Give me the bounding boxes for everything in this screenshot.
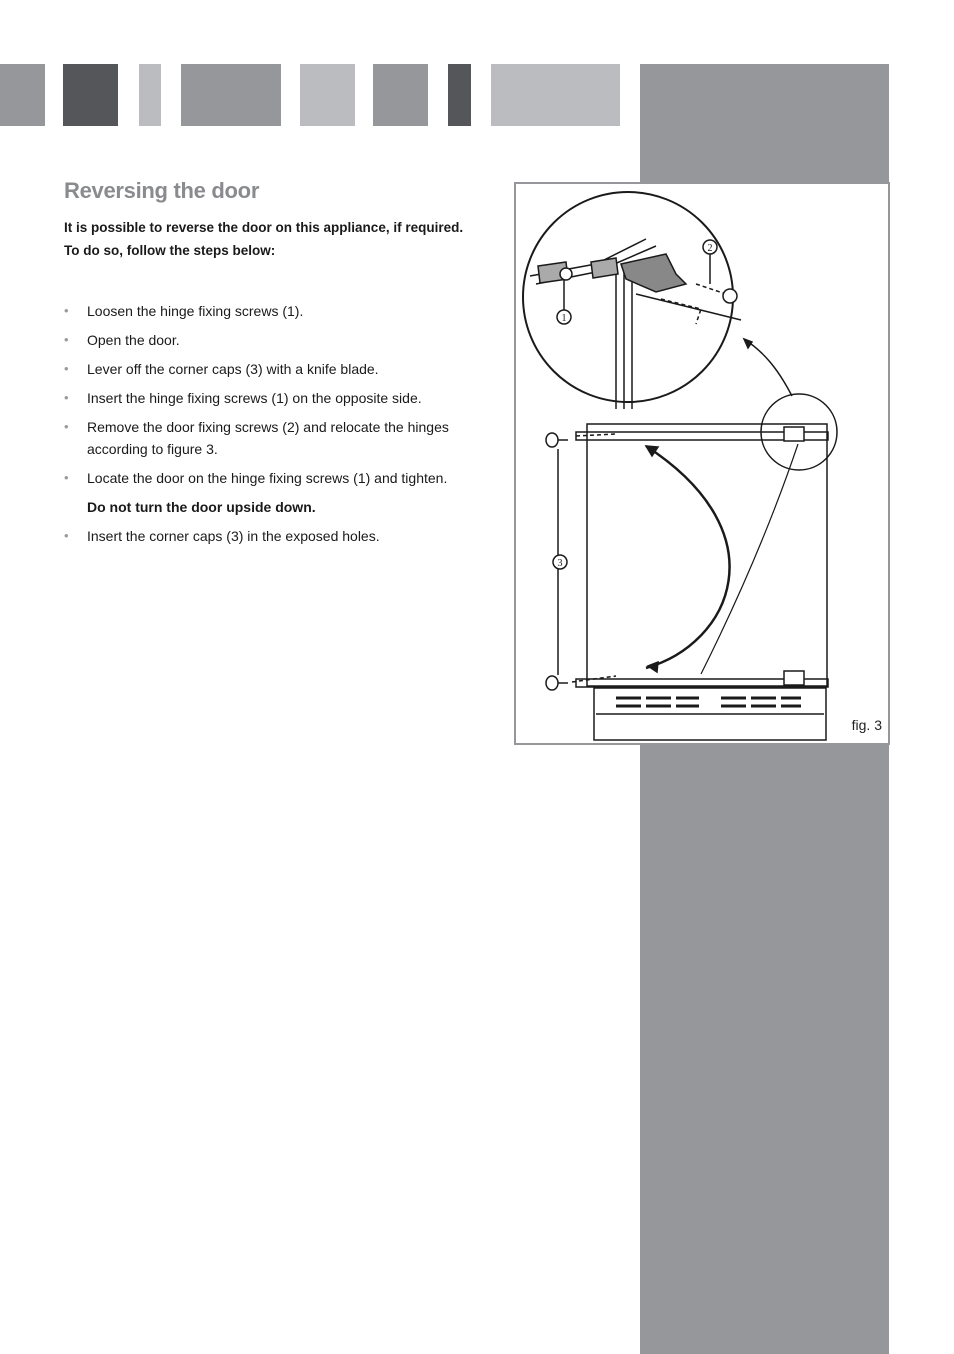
list-item (64, 467, 504, 489)
header-block-8 (491, 64, 620, 126)
figure-caption: fig. 3 (851, 717, 882, 733)
list-item (64, 329, 504, 351)
list-item (64, 416, 504, 460)
bullet-icon: • (64, 528, 69, 543)
list-item (64, 358, 504, 380)
relocation-arrow-down (648, 662, 658, 672)
header-block-7 (448, 64, 471, 126)
list-item (64, 300, 504, 322)
main-content (64, 178, 504, 554)
header-block-3 (139, 64, 161, 126)
list-item (64, 525, 504, 547)
bullet-icon: • (64, 332, 69, 347)
warning-note (64, 496, 504, 518)
svg-text:1: 1 (561, 313, 567, 324)
steps-list (64, 300, 504, 547)
bullet-icon: • (64, 470, 69, 485)
figure-3 (514, 182, 890, 745)
step-text: Open the door. (87, 332, 180, 348)
list-item (64, 387, 504, 409)
magnify-arrowhead (744, 339, 752, 348)
header-block-2 (63, 64, 118, 126)
bullet-icon: • (64, 390, 69, 405)
svg-text:3: 3 (557, 558, 563, 569)
magnified-hinge-detail (523, 192, 741, 409)
magnify-arrow (744, 339, 792, 396)
step-text: Insert the hinge fixing screws (1) on the opposite side. (87, 390, 422, 406)
header-block-1 (0, 64, 45, 126)
callout-label-1 (562, 313, 567, 324)
bullet-icon: • (64, 419, 69, 434)
appliance-body (576, 424, 828, 740)
relocation-arrow-up (646, 446, 730, 668)
intro-line-1: It is possible to reverse the door on this appliance, if required. (64, 220, 464, 235)
callout-label-3 (553, 555, 567, 569)
step-text: Lever off the corner caps (3) with a knife blade. (87, 361, 379, 377)
bullet-icon: • (64, 361, 69, 376)
header-block-5 (300, 64, 355, 126)
header-block-4 (181, 64, 281, 126)
intro-line-2: To do so, follow the steps below: (64, 243, 276, 258)
step-text: Loosen the hinge fixing screws (1). (87, 303, 304, 319)
hinge-diagram (516, 184, 888, 743)
svg-text:2: 2 (707, 243, 713, 254)
header-block-6 (373, 64, 428, 126)
bullet-icon: • (64, 303, 69, 318)
hinge-path-line (701, 444, 798, 674)
relocation-arrowhead-up (646, 446, 658, 456)
step-text: Insert the corner caps (3) in the exposed holes. (87, 528, 380, 544)
intro-text (64, 216, 504, 262)
step-text: Locate the door on the hinge fixing screws (1) and tighten. (87, 470, 448, 486)
warning-note-text: Do not turn the door upside down. (87, 499, 316, 515)
callout-label-2 (708, 243, 713, 254)
page-title: Reversing the door (64, 178, 260, 203)
step-text: Remove the door fixing screws (2) and relocate the hinges according to figure 3. (87, 419, 449, 457)
